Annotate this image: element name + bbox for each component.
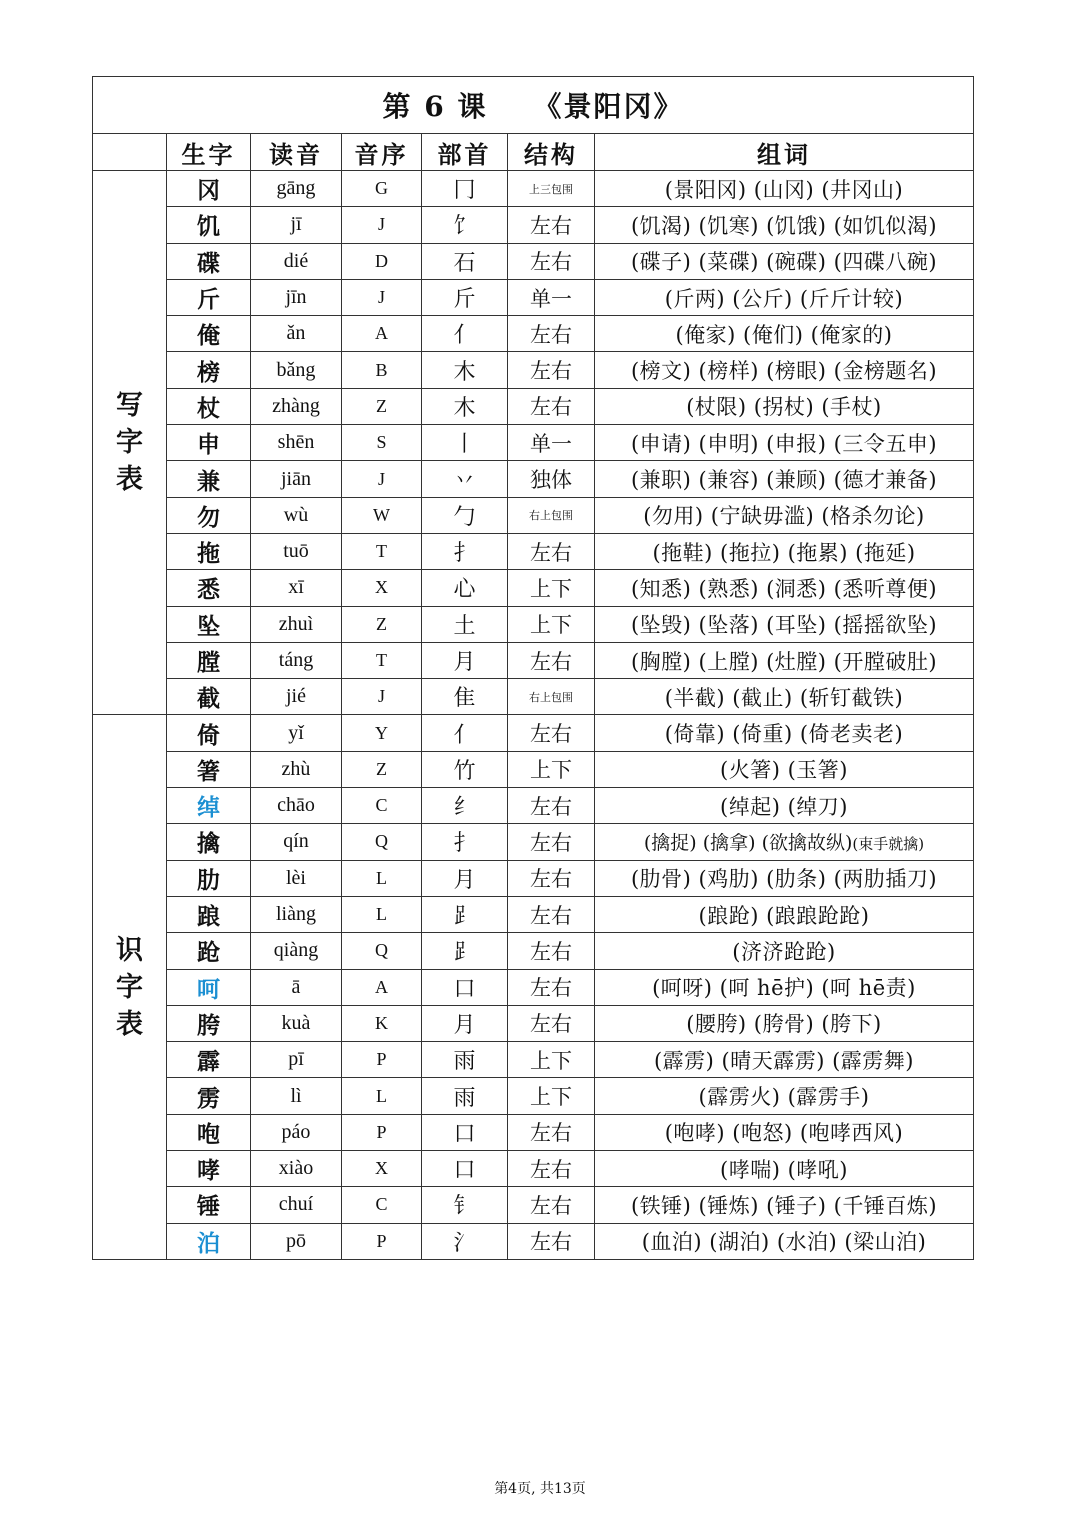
pinyin-cell: liàng (251, 896, 342, 932)
radical-cell: 饣 (422, 207, 508, 243)
structure-cell: 左右 (508, 824, 595, 860)
character-cell: 勿 (167, 497, 251, 533)
letter-cell: Z (342, 606, 422, 642)
character-cell: 倚 (167, 715, 251, 751)
letter-cell: P (342, 1114, 422, 1150)
words-cell: (半截) (截止) (斩钉截铁) (595, 679, 974, 715)
structure-cell: 上下 (508, 751, 595, 787)
character-cell: 霹 (167, 1042, 251, 1078)
radical-cell: 心 (422, 570, 508, 606)
pinyin-cell: zhàng (251, 388, 342, 424)
character-cell: 哮 (167, 1151, 251, 1187)
letter-cell: P (342, 1042, 422, 1078)
table-row (93, 1005, 974, 1041)
letter-cell: Q (342, 824, 422, 860)
table-row (93, 533, 974, 569)
words-cell: (绰起) (绰刀) (595, 788, 974, 824)
table-row (93, 243, 974, 279)
header-pinyin: 读音 (251, 134, 342, 171)
structure-cell: 上下 (508, 1042, 595, 1078)
character-cell: 申 (167, 425, 251, 461)
character-cell: 呵 (167, 969, 251, 1005)
words-cell: (斤两) (公斤) (斤斤计较) (595, 279, 974, 315)
pinyin-cell: xiào (251, 1151, 342, 1187)
words-cell: (霹雳) (晴天霹雳) (霹雳舞) (595, 1042, 974, 1078)
words-cell: (坠毁) (坠落) (耳坠) (摇摇欲坠) (595, 606, 974, 642)
radical-cell: 亻 (422, 316, 508, 352)
table-row (93, 497, 974, 533)
character-cell: 泊 (167, 1223, 251, 1259)
words-cell: (哮喘) (哮吼) (595, 1151, 974, 1187)
table-row (93, 461, 974, 497)
table-row (93, 1151, 974, 1187)
letter-cell: G (342, 171, 422, 207)
header-row (93, 134, 974, 171)
words-cell: (血泊) (湖泊) (水泊) (梁山泊) (595, 1223, 974, 1259)
letter-cell: L (342, 896, 422, 932)
table-row (93, 570, 974, 606)
words-cell: (碟子) (菜碟) (碗碟) (四碟八碗) (595, 243, 974, 279)
character-cell: 拖 (167, 533, 251, 569)
pinyin-cell: wù (251, 497, 342, 533)
structure-cell: 左右 (508, 788, 595, 824)
structure-cell: 单一 (508, 279, 595, 315)
structure-cell: 左右 (508, 388, 595, 424)
structure-cell: 左右 (508, 533, 595, 569)
radical-cell: 土 (422, 606, 508, 642)
letter-cell: Y (342, 715, 422, 751)
structure-cell: 左右 (508, 1151, 595, 1187)
letter-cell: L (342, 860, 422, 896)
words-cell (595, 824, 974, 860)
letter-cell: J (342, 279, 422, 315)
character-cell: 跄 (167, 933, 251, 969)
radical-cell: 钅 (422, 1187, 508, 1223)
radical-cell: ⻊ (422, 933, 508, 969)
structure-cell: 右上包围 (508, 497, 595, 533)
letter-cell: Q (342, 933, 422, 969)
words-cell: (腰胯) (胯骨) (胯下) (595, 1005, 974, 1041)
table-row (93, 788, 974, 824)
character-cell: 绰 (167, 788, 251, 824)
table-row (93, 171, 974, 207)
structure-cell: 右上包围 (508, 679, 595, 715)
letter-cell: P (342, 1223, 422, 1259)
letter-cell: Z (342, 388, 422, 424)
letter-cell: W (342, 497, 422, 533)
character-cell: 雳 (167, 1078, 251, 1114)
character-cell: 冈 (167, 171, 251, 207)
pinyin-cell: gāng (251, 171, 342, 207)
table-row (93, 896, 974, 932)
words-cell: (霹雳火) (霹雳手) (595, 1078, 974, 1114)
character-cell: 杖 (167, 388, 251, 424)
table-row (93, 1187, 974, 1223)
pinyin-cell: lèi (251, 860, 342, 896)
words-cell: (勿用) (宁缺毋滥) (格杀勿论) (595, 497, 974, 533)
structure-cell: 左右 (508, 316, 595, 352)
radical-cell: 斤 (422, 279, 508, 315)
pinyin-cell: jī (251, 207, 342, 243)
words-cell: (俺家) (俺们) (俺家的) (595, 316, 974, 352)
structure-cell: 上下 (508, 1078, 595, 1114)
words-cell: (踉跄) (踉踉跄跄) (595, 896, 974, 932)
words-cell: (呵呀) (呵 hē护) (呵 hē责) (595, 969, 974, 1005)
structure-cell: 上下 (508, 606, 595, 642)
words-cell: (饥渴) (饥寒) (饥饿) (如饥似渴) (595, 207, 974, 243)
radical-cell: 丷 (422, 461, 508, 497)
letter-cell: D (342, 243, 422, 279)
section-label: 写 字 表 (93, 171, 167, 715)
structure-cell: 左右 (508, 1114, 595, 1150)
structure-cell: 左右 (508, 1223, 595, 1259)
letter-cell: T (342, 642, 422, 678)
table-row (93, 642, 974, 678)
words-cell: (咆哮) (咆怒) (咆哮西风) (595, 1114, 974, 1150)
letter-cell: S (342, 425, 422, 461)
radical-cell: 雨 (422, 1078, 508, 1114)
vocabulary-table (92, 76, 974, 1260)
radical-cell: 月 (422, 860, 508, 896)
structure-cell: 上下 (508, 570, 595, 606)
page-footer: 第4页, 共13页 (494, 1481, 586, 1497)
table-row (93, 279, 974, 315)
pinyin-cell: ǎn (251, 316, 342, 352)
pinyin-cell: chāo (251, 788, 342, 824)
words-cell: (榜文) (榜样) (榜眼) (金榜题名) (595, 352, 974, 388)
table-row (93, 860, 974, 896)
pinyin-cell: chuí (251, 1187, 342, 1223)
character-cell: 坠 (167, 606, 251, 642)
pinyin-cell: jié (251, 679, 342, 715)
header-blank (93, 134, 167, 171)
letter-cell: Z (342, 751, 422, 787)
structure-cell: 左右 (508, 1005, 595, 1041)
character-cell: 膛 (167, 642, 251, 678)
radical-cell: 口 (422, 1114, 508, 1150)
table-row (93, 1114, 974, 1150)
letter-cell: A (342, 316, 422, 352)
character-cell: 俺 (167, 316, 251, 352)
table-row (93, 425, 974, 461)
radical-cell: 雨 (422, 1042, 508, 1078)
pinyin-cell: lì (251, 1078, 342, 1114)
letter-cell: C (342, 1187, 422, 1223)
words-cell: (火箸) (玉箸) (595, 751, 974, 787)
structure-cell: 左右 (508, 642, 595, 678)
letter-cell: L (342, 1078, 422, 1114)
pinyin-cell: tuō (251, 533, 342, 569)
pinyin-cell: yǐ (251, 715, 342, 751)
pinyin-cell: jiān (251, 461, 342, 497)
pinyin-cell: xī (251, 570, 342, 606)
letter-cell: K (342, 1005, 422, 1041)
pinyin-cell: pī (251, 1042, 342, 1078)
header-radical: 部首 (422, 134, 508, 171)
radical-cell: 亻 (422, 715, 508, 751)
radical-cell: 扌 (422, 533, 508, 569)
character-cell: 斤 (167, 279, 251, 315)
radical-cell: 竹 (422, 751, 508, 787)
radical-cell: 隹 (422, 679, 508, 715)
radical-cell: 扌 (422, 824, 508, 860)
words-cell: (景阳冈) (山冈) (井冈山) (595, 171, 974, 207)
pinyin-cell: táng (251, 642, 342, 678)
radical-cell: 口 (422, 1151, 508, 1187)
pinyin-cell: ā (251, 969, 342, 1005)
radical-cell: 勹 (422, 497, 508, 533)
character-cell: 咆 (167, 1114, 251, 1150)
table-row (93, 316, 974, 352)
structure-cell: 左右 (508, 969, 595, 1005)
words-cell: (倚靠) (倚重) (倚老卖老) (595, 715, 974, 751)
pinyin-cell: zhuì (251, 606, 342, 642)
structure-cell: 上三包围 (508, 171, 595, 207)
character-cell: 箸 (167, 751, 251, 787)
letter-cell: J (342, 679, 422, 715)
pinyin-cell: shēn (251, 425, 342, 461)
letter-cell: X (342, 570, 422, 606)
structure-cell: 左右 (508, 860, 595, 896)
structure-cell: 左右 (508, 207, 595, 243)
words-cell: (拖鞋) (拖拉) (拖累) (拖延) (595, 533, 974, 569)
structure-cell: 左右 (508, 896, 595, 932)
character-cell: 碟 (167, 243, 251, 279)
structure-cell: 单一 (508, 425, 595, 461)
radical-cell: 木 (422, 352, 508, 388)
letter-cell: B (342, 352, 422, 388)
title-row (93, 77, 974, 134)
words-cell: (胸膛) (上膛) (灶膛) (开膛破肚) (595, 642, 974, 678)
pinyin-cell: kuà (251, 1005, 342, 1041)
character-cell: 悉 (167, 570, 251, 606)
character-cell: 截 (167, 679, 251, 715)
pinyin-cell: qiàng (251, 933, 342, 969)
table-row (93, 933, 974, 969)
structure-cell: 左右 (508, 352, 595, 388)
character-cell: 胯 (167, 1005, 251, 1041)
character-cell: 擒 (167, 824, 251, 860)
radical-cell: 木 (422, 388, 508, 424)
structure-cell: 独体 (508, 461, 595, 497)
character-cell: 兼 (167, 461, 251, 497)
words-cell: (铁锤) (锤炼) (锤子) (千锤百炼) (595, 1187, 974, 1223)
header-letter: 音序 (342, 134, 422, 171)
table-row (93, 1042, 974, 1078)
words-cell: (济济跄跄) (595, 933, 974, 969)
radical-cell: 丨 (422, 425, 508, 461)
words-cell: (知悉) (熟悉) (洞悉) (悉听尊便) (595, 570, 974, 606)
structure-cell: 左右 (508, 933, 595, 969)
radical-cell: 冂 (422, 171, 508, 207)
words-cell: (兼职) (兼容) (兼顾) (德才兼备) (595, 461, 974, 497)
table-row (93, 388, 974, 424)
character-cell: 踉 (167, 896, 251, 932)
pinyin-cell: zhù (251, 751, 342, 787)
table-row (93, 1078, 974, 1114)
radical-cell: 纟 (422, 788, 508, 824)
character-cell: 榜 (167, 352, 251, 388)
radical-cell: ⻊ (422, 896, 508, 932)
section-label: 识 字 表 (93, 715, 167, 1259)
table-row (93, 1223, 974, 1259)
pinyin-cell: jīn (251, 279, 342, 315)
structure-cell: 左右 (508, 243, 595, 279)
letter-cell: J (342, 461, 422, 497)
radical-cell: 月 (422, 642, 508, 678)
words-cell: (申请) (申明) (申报) (三令五申) (595, 425, 974, 461)
header-char: 生字 (167, 134, 251, 171)
table-row (93, 715, 974, 751)
character-cell: 饥 (167, 207, 251, 243)
lesson-title: 第 6 课 《景阳冈》 (93, 77, 974, 134)
radical-cell: 月 (422, 1005, 508, 1041)
pinyin-cell: bǎng (251, 352, 342, 388)
words-cell: (肋骨) (鸡肋) (肋条) (两肋插刀) (595, 860, 974, 896)
table-row (93, 606, 974, 642)
table-row (93, 207, 974, 243)
letter-cell: T (342, 533, 422, 569)
pinyin-cell: dié (251, 243, 342, 279)
words-extra: (束手就擒) (852, 835, 925, 854)
letter-cell: X (342, 1151, 422, 1187)
radical-cell: 氵 (422, 1223, 508, 1259)
character-cell: 锤 (167, 1187, 251, 1223)
structure-cell: 左右 (508, 715, 595, 751)
table-row (93, 751, 974, 787)
table-row (93, 969, 974, 1005)
letter-cell: J (342, 207, 422, 243)
header-structure: 结构 (508, 134, 595, 171)
pinyin-cell: qín (251, 824, 342, 860)
pinyin-cell: páo (251, 1114, 342, 1150)
radical-cell: 石 (422, 243, 508, 279)
character-cell: 肋 (167, 860, 251, 896)
table-row (93, 352, 974, 388)
table-row (93, 679, 974, 715)
letter-cell: C (342, 788, 422, 824)
words-cell: (杖限) (拐杖) (手杖) (595, 388, 974, 424)
pinyin-cell: pō (251, 1223, 342, 1259)
header-words: 组词 (595, 134, 974, 171)
table-row (93, 824, 974, 860)
radical-cell: 口 (422, 969, 508, 1005)
words-text: (擒捉) (擒拿) (欲擒故纵) (643, 832, 853, 855)
letter-cell: A (342, 969, 422, 1005)
structure-cell: 左右 (508, 1187, 595, 1223)
